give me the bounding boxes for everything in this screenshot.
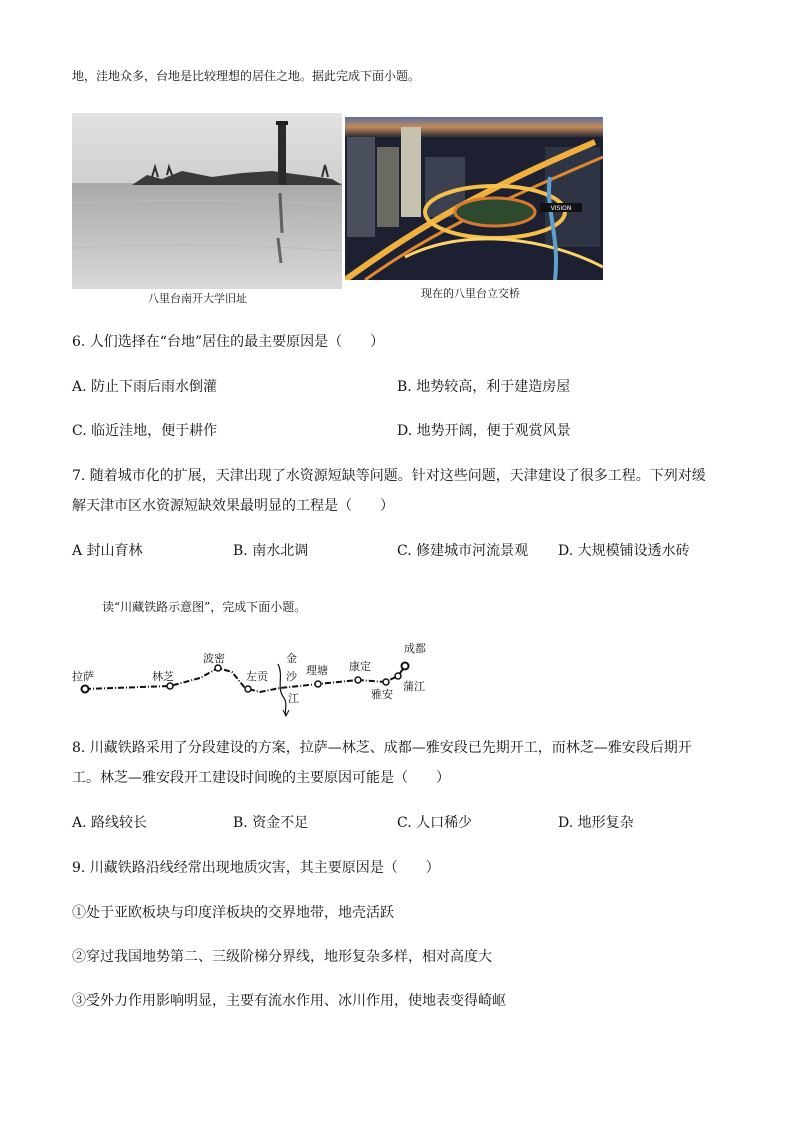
q8-stem-line2: 工。林芝—雅安段开工建设时间晚的主要原因可能是（ ）: [72, 770, 450, 786]
q8-stem-line1: 8. 川藏铁路采用了分段建设的方案，拉萨—林芝、成都—雅安段已先期开工，而林芝—雅安段后期开: [72, 740, 692, 756]
interchange-photo-caption: 现在的八里台立交桥: [421, 287, 520, 300]
q9-statement-3: ③受外力作用影响明显，主要有流水作用、冰川作用，使地表变得崎岖: [72, 993, 506, 1009]
q6-option-c: C. 临近洼地，便于耕作: [72, 423, 218, 439]
station-label-zuogong: 左贡: [246, 670, 268, 683]
q6-option-b: B. 地势较高，利于建造房屋: [397, 379, 571, 395]
q8-option-c: C. 人口稀少: [397, 815, 473, 831]
station-label-bomi: 波密: [203, 652, 225, 665]
q7-option-d: D. 大规模铺设透水砖: [558, 543, 690, 559]
station-label-yaan: 雅安: [371, 688, 393, 701]
historic-photo: [72, 113, 342, 289]
q7-stem-line2: 解天津市区水资源短缺效果最明显的工程是（ ）: [72, 498, 394, 514]
map-intro: 读“川藏铁路示意图”，完成下面小题。: [102, 600, 307, 614]
q7-option-b: B. 南水北调: [233, 543, 309, 559]
q9-stem: 9. 川藏铁路沿线经常出现地质灾害，其主要原因是（ ）: [72, 860, 440, 876]
interchange-photo: [345, 117, 603, 280]
station-dot-pujiang: [395, 673, 401, 679]
station-label-lasa: 拉萨: [72, 670, 94, 683]
station-dot-linzhi: [167, 683, 173, 689]
station-label-linzhi: 林芝: [152, 670, 174, 683]
q6-stem: 6. 人们选择在“台地”居住的最主要原因是（ ）: [72, 334, 385, 350]
q7-option-a: A 封山育林: [72, 543, 143, 559]
q7-stem-line1: 7. 随着城市化的扩展，天津出现了水资源短缺等问题。针对这些问题，天津建设了很多工程。下列对缓: [72, 468, 706, 484]
q6-option-a: A. 防止下雨后雨水倒灌: [72, 379, 218, 395]
river-label-jin: 金: [286, 652, 297, 665]
station-dot-yaan: [383, 679, 389, 685]
q9-statement-1: ①处于亚欧板块与印度洋板块的交界地带，地壳活跃: [72, 905, 394, 921]
station-dot-litang: [315, 681, 321, 687]
station-dot-lasa: [82, 686, 89, 693]
q9-statement-2: ②穿过我国地势第二、三级阶梯分界线，地形复杂多样，相对高度大: [72, 949, 492, 965]
q6-option-d: D. 地势开阔，便于观赏风景: [397, 423, 571, 439]
intro-line: 地，洼地众多，台地是比较理想的居住之地。据此完成下面小题。: [72, 69, 421, 83]
station-label-chengdu: 成都: [404, 642, 426, 655]
river-label-sha: 沙: [286, 670, 297, 683]
q7-option-c: C. 修建城市河流景观: [397, 543, 529, 559]
river-jinsha: [278, 664, 286, 716]
photo-watermark: VISION: [550, 205, 572, 212]
station-dot-zuogong: [245, 686, 251, 692]
station-label-kangding: 康定: [349, 660, 371, 673]
historic-photo-caption: 八里台南开大学旧址: [148, 292, 247, 305]
q8-option-a: A. 路线较长: [72, 815, 148, 831]
railway-map: [70, 636, 440, 718]
station-dot-chengdu: [402, 663, 409, 670]
station-label-pujiang: 蒲江: [403, 680, 425, 693]
station-dot-bomi: [215, 665, 221, 671]
q8-option-b: B. 资金不足: [233, 815, 309, 831]
station-dot-kangding: [355, 677, 361, 683]
river-label-jiang: 江: [288, 692, 299, 705]
station-label-litang: 理塘: [306, 664, 328, 677]
q8-option-d: D. 地形复杂: [558, 815, 634, 831]
